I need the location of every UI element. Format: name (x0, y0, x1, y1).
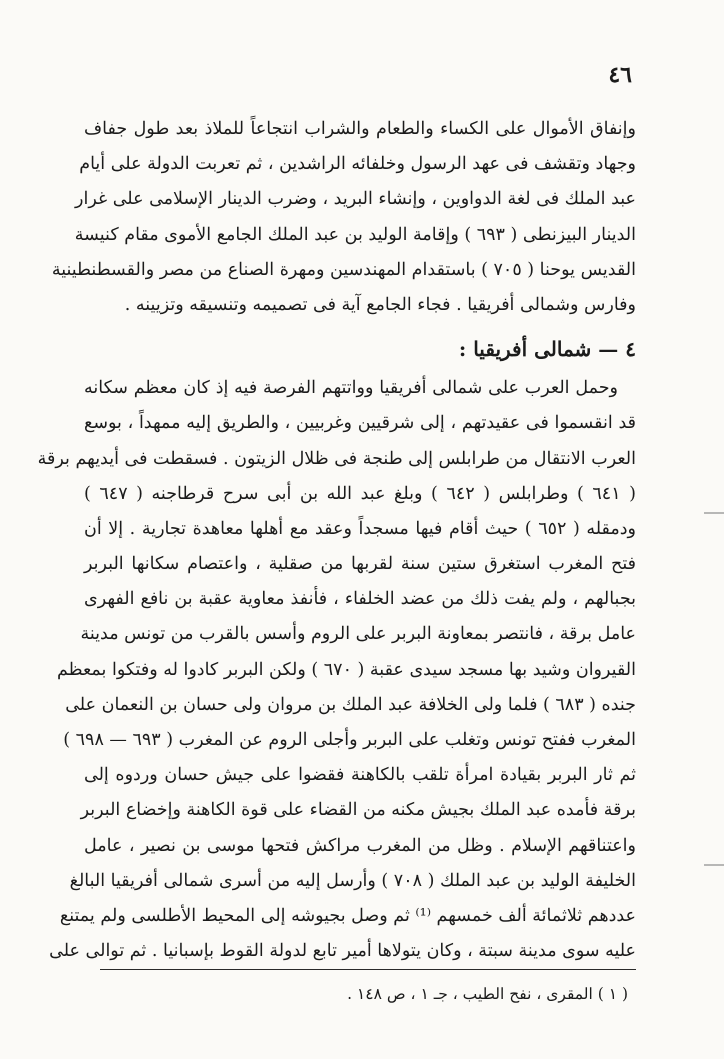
text-line: ( ٦٤١ ) وطرابلس ( ٦٤٢ ) وبلغ عبد الله بن أبى سرح قرطاجنه ( ٦٤٧ ) (84, 483, 636, 504)
text-line: واعتناقهم الإسلام . وظل من المغرب مراكش فتحها موسى بن نصير ، عامل (84, 835, 636, 856)
footnote: ( ١ ) المقرى ، نفح الطيب ، جـ ١ ، ص ١٤٨ . (347, 985, 628, 1003)
body-text (37, 112, 636, 969)
text-line: ودمقله ( ٦٥٢ ) حيث أقام فيها مسجداً وعقد مع أهلها معاهدة تجارية . إلا أن (84, 518, 636, 539)
text-line: عليه سوى مدينة سبتة ، وكان يتولاها أمير تابع لدولة القوط بإسبانيا . ثم توالى على (49, 941, 636, 962)
text-line: القديس يوحنا ( ٧٠٥ ) باستقدام المهندسين ومهرة الصناع من مصر والقسطنطينية (51, 259, 636, 280)
text-line: وجهاد وتقشف فى عهد الرسول وخلفائه الراشدين ، ثم تعربت الدولة على أيام (79, 154, 636, 175)
footnote-divider (100, 969, 636, 970)
text-line: عامل برقة ، فانتصر بمعاونة البربر على الروم وأسس بالقرب من تونس مدينة (80, 624, 636, 645)
text-line: المغرب ففتح تونس وتغلب على البربر وأجلى الروم عن المغرب ( ٦٩٣ — ٦٩٨ ) (63, 730, 636, 750)
margin-mark (704, 864, 724, 866)
text-line: عددهم ثلاثمائة ألف خمسهم ⁽¹⁾ ثم وصل بجيوشه إلى المحيط الأطلسى ولم يمتنع (59, 905, 636, 926)
text-line: جنده ( ٦٨٣ ) فلما ولى الخلافة عبد الملك بن مروان ولى حسان بن النعمان على (65, 694, 636, 715)
text-line: وفارس وشمالى أفريقيا . فجاء الجامع آية فى تصميمه وتنسيقه وتزيينه . (124, 294, 636, 315)
text-line: فتح المغرب استغرق ستين سنة لقربها من صقلية ، واعتصام سكانها البربر (84, 554, 636, 575)
text-line: ثم ثار البربر بقيادة امرأة تلقب بالكاهنة فقضوا على جيش حسان وردوه إلى (84, 765, 636, 786)
text-line: الدينار البيزنطى ( ٦٩٣ ) وإقامة الوليد بن عبد الملك الجامع الأموى مقام كنيسة (74, 224, 636, 245)
text-line: عبد الملك فى لغة الدواوين ، وإنشاء البريد ، وضرب الدينار الإسلامى على غرار (75, 189, 636, 210)
margin-mark (704, 512, 724, 514)
text-line: وحمل العرب على شمالى أفريقيا وواتتهم الفرصة فيه إذ كان معظم سكانه (84, 378, 618, 399)
text-line: الخليفة الوليد بن عبد الملك ( ٧٠٨ ) وأرسل إليه من أسرى شمالى أفريقيا البالغ (69, 870, 636, 891)
text-line: العرب الانتقال من طرابلس إلى طنجة فى ظلال الزيتون . فسقطت فى أيديهم برقة (37, 448, 636, 469)
text-line: برقة فأمده عبد الملك بجيش مكنه من القضاء على قوة الكاهنة وإخضاع البربر (80, 800, 636, 821)
page-number: ٤٦ (608, 62, 632, 88)
section-heading: ٤ — شمالى أفريقيا : (458, 337, 636, 362)
text-line: بجبالهم ، ولم يفت ذلك من عضد الخلفاء ، فأنفذ معاوية عقبة بن نافع الفهرى (84, 589, 636, 610)
text-line: وإنفاق الأموال على الكساء والطعام والشراب انتجاعاً للملاذ بعد طول جفاف (84, 119, 636, 139)
text-line: القيروان وشيد بها مسجد سيدى عقبة ( ٦٧٠ ) ولكن البربر كادوا له وفتكوا بمعظم (56, 659, 636, 680)
text-line: قد انقسموا فى عقيدتهم ، إلى شرقيين وغربيين ، والطريق إليه ممهداً ، بوسع (84, 413, 636, 434)
